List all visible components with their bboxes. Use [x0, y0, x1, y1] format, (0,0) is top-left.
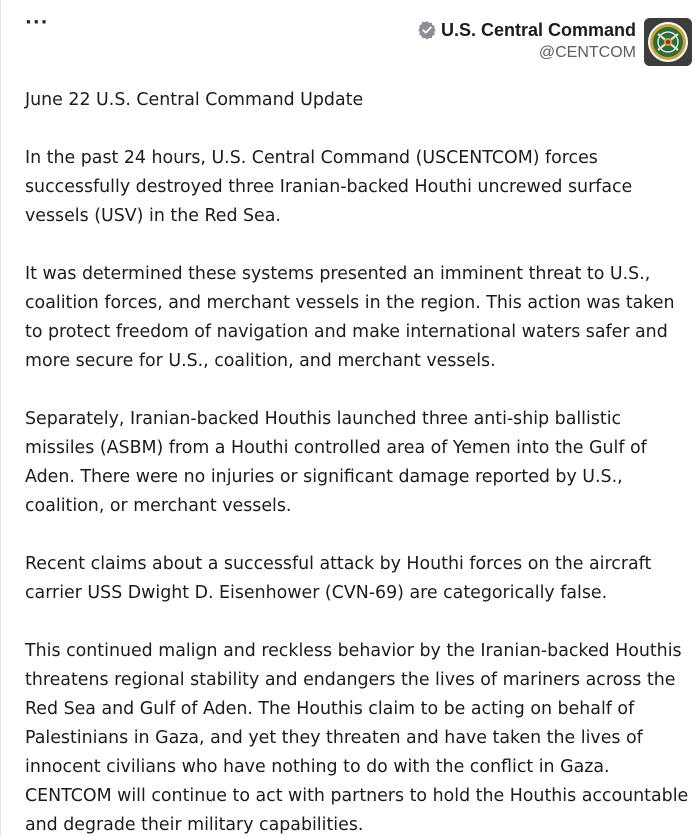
- post-body: [25, 86, 693, 836]
- post-paragraph: It was determined these systems presented an imminent threat to U.S., coalition forces, and merchant vessels in the region. This action was taken to protect freedom of navigation and make international waters safer and more secure for U.S., coalition, and merchant vessels.: [25, 264, 675, 371]
- author-block: [417, 18, 636, 62]
- post-paragraph: Separately, Iranian-backed Houthis launched three anti-ship ballistic missiles (ASBM) from a Houthi controlled area of Yemen into the Gulf of Aden. There were no injuries or significant damage reported by U.S., coalition, or merchant vessels.: [25, 409, 647, 516]
- post-paragraph: Recent claims about a successful attack by Houthi forces on the aircraft carrier USS Dwight D. Eisenhower (CVN-69) are categorically false.: [25, 554, 652, 603]
- author-handle[interactable]: @CENTCOM: [538, 44, 636, 61]
- author-name-row: [417, 18, 636, 42]
- more-horizontal-icon[interactable]: ···: [25, 12, 49, 33]
- post-paragraph: June 22 U.S. Central Command Update: [25, 90, 364, 110]
- post-paragraph: In the past 24 hours, U.S. Central Command (USCENTCOM) forces successfully destroyed three Iranian-backed Houthi uncrewed surface vessels (USV) in the Red Sea.: [25, 148, 633, 226]
- avatar[interactable]: [644, 18, 692, 66]
- post-paragraph: This continued malign and reckless behavior by the Iranian-backed Houthis threatens regional stability and endangers the lives of mariners across the Red Sea and Gulf of Aden. The Houthis claim to be acting on behalf of Palestinians in Gaza, and yet they threaten and have taken the lives of innocent civilians who have nothing to do with the conflict in Gaza. CENTCOM will continue to act with partners to hold the Houthis accountable and degrade their military capabilities.: [25, 641, 689, 835]
- author-display-name[interactable]: U.S. Central Command: [440, 19, 636, 40]
- centcom-seal-icon: [644, 18, 692, 66]
- verified-badge-icon: [417, 20, 437, 40]
- post-header: [1, 0, 700, 80]
